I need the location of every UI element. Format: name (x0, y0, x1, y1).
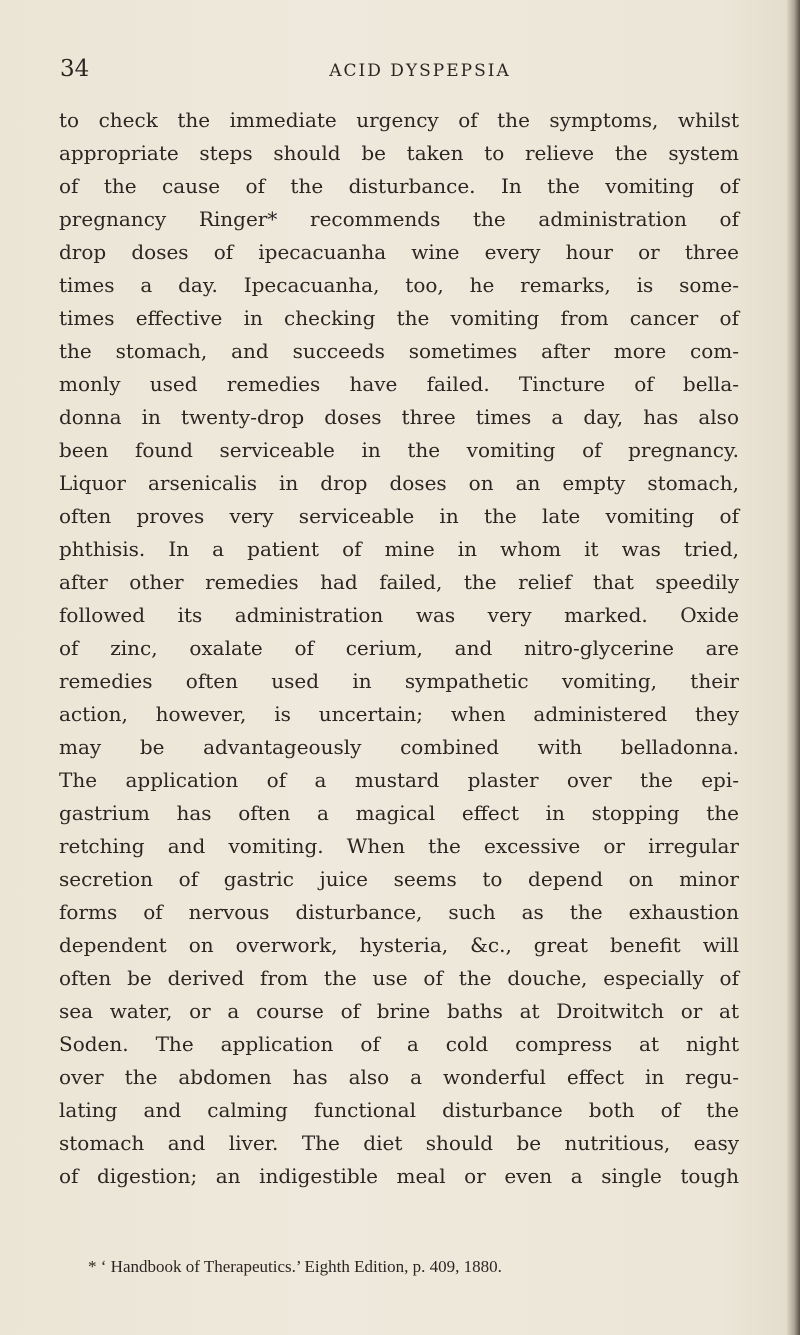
text-line: over the abdomen has also a wonderful effect in regu- (59, 1065, 739, 1089)
text-line: The application of a mustard plaster over the epi- (59, 768, 739, 792)
text-line: donna in twenty-drop doses three times a day, has also (59, 405, 739, 429)
text-line: lating and calming functional disturbance both of the (59, 1098, 739, 1122)
text-line: Liquor arsenicalis in drop doses on an empty stomach, (59, 471, 739, 495)
page-edge-shadow (786, 0, 800, 1335)
text-line: gastrium has often a magical effect in stopping the (59, 801, 739, 825)
text-line: stomach and liver. The diet should be nutritious, easy (59, 1131, 739, 1155)
text-line: of zinc, oxalate of cerium, and nitro-glycerine are (59, 636, 739, 660)
text-line: retching and vomiting. When the excessive or irregular (59, 834, 739, 858)
text-line: after other remedies had failed, the relief that speedily (59, 570, 739, 594)
text-line: of digestion; an indigestible meal or even a single tough (59, 1164, 739, 1188)
text-line: often be derived from the use of the douche, especially of (59, 966, 739, 990)
text-line: remedies often used in sympathetic vomiting, their (59, 669, 739, 693)
text-line: phthisis. In a patient of mine in whom it was tried, (59, 537, 739, 561)
text-line: of the cause of the disturbance. In the vomiting of (59, 174, 739, 198)
text-line: secretion of gastric juice seems to depend on minor (59, 867, 739, 891)
text-line: followed its administration was very marked. Oxide (59, 603, 739, 627)
text-line: may be advantageously combined with belladonna. (59, 735, 739, 759)
page-header (0, 54, 800, 84)
text-line: appropriate steps should be taken to relieve the system (59, 141, 739, 165)
text-line: times a day. Ipecacuanha, too, he remarks, is some- (59, 273, 739, 297)
text-line: dependent on overwork, hysteria, &c., great benefit will (59, 933, 739, 957)
body-text (59, 104, 739, 1193)
text-line: the stomach, and succeeds sometimes after more com- (59, 339, 739, 363)
text-line: often proves very serviceable in the late vomiting of (59, 504, 739, 528)
text-line: times effective in checking the vomiting from cancer of (59, 306, 739, 330)
text-line: sea water, or a course of brine baths at Droitwitch or at (59, 999, 739, 1023)
running-head: ACID DYSPEPSIA (329, 61, 511, 81)
footnote: * ‘ Handbook of Therapeutics.’ Eighth Edition, p. 409, 1880. (88, 1257, 502, 1276)
text-line: monly used remedies have failed. Tincture of bella- (59, 372, 739, 396)
text-line: Soden. The application of a cold compress at night (59, 1032, 739, 1056)
page-number: 34 (60, 56, 90, 82)
text-line: forms of nervous disturbance, such as the exhaustion (59, 900, 739, 924)
text-line: to check the immediate urgency of the symptoms, whilst (59, 108, 739, 132)
text-line: been found serviceable in the vomiting of pregnancy. (59, 438, 739, 462)
text-line: drop doses of ipecacuanha wine every hour or three (59, 240, 739, 264)
text-line: pregnancy Ringer* recommends the administration of (59, 207, 739, 231)
text-line: action, however, is uncertain; when administered they (59, 702, 739, 726)
